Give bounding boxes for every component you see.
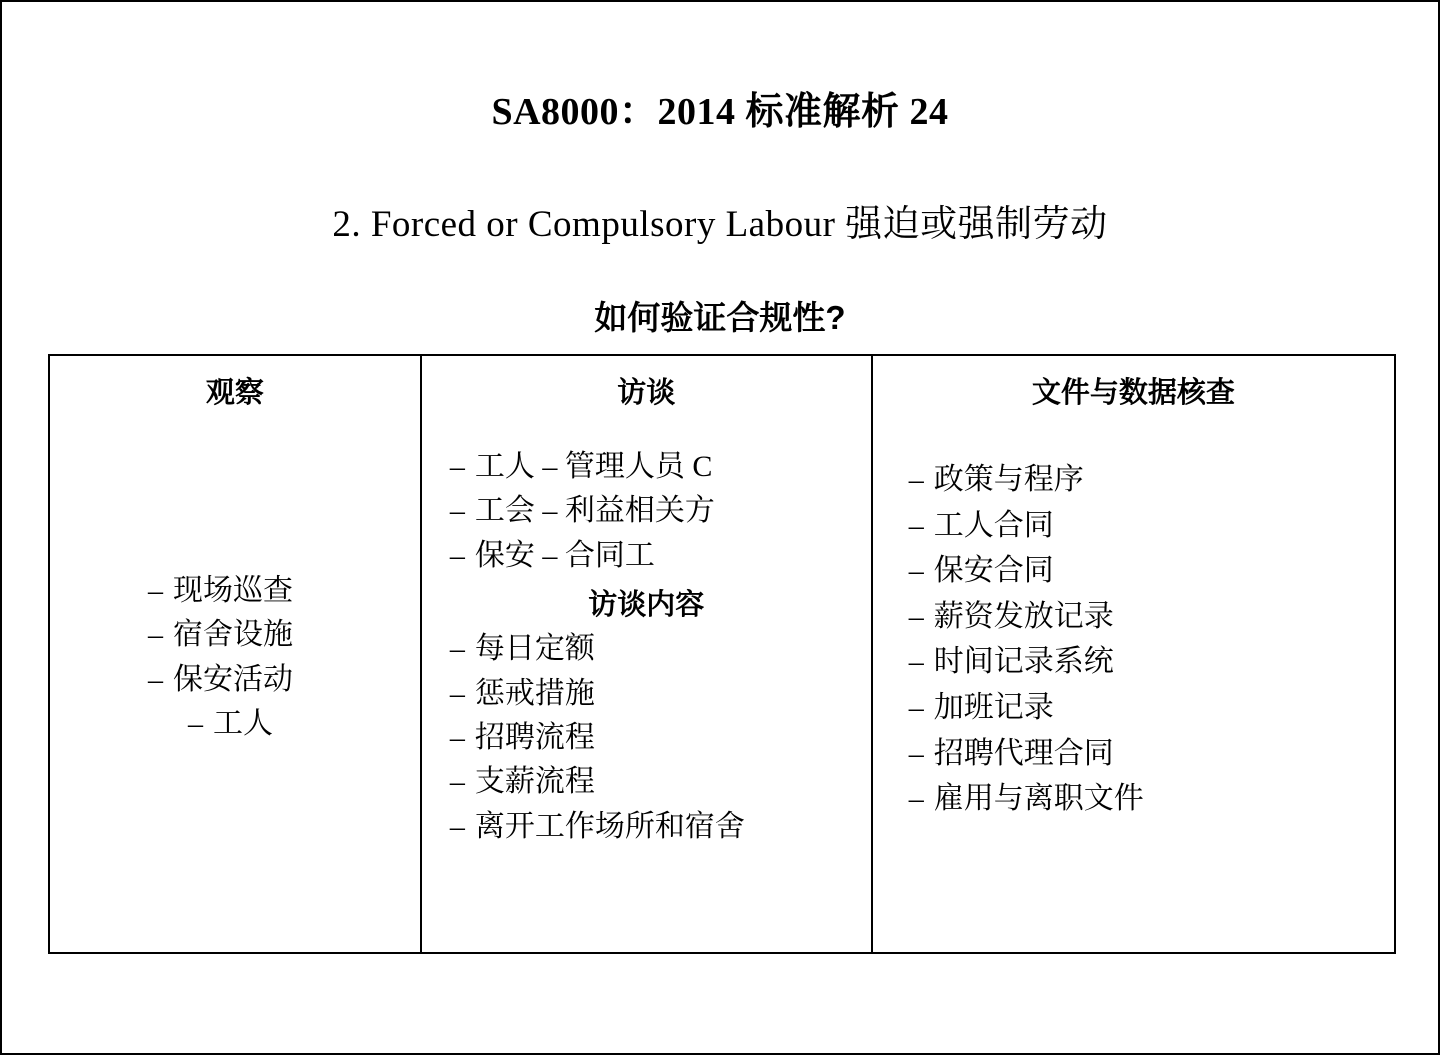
- dash-bullet: –: [908, 645, 924, 679]
- interview-target-list: [440, 445, 853, 578]
- column-header-document-review: 文件与数据核查: [1031, 377, 1235, 409]
- list-item: [891, 594, 1376, 640]
- list-item-label: 政策与程序: [933, 463, 1084, 496]
- verification-table: [48, 354, 1396, 954]
- list-item: [440, 672, 853, 716]
- list-item-label: 加班记录: [933, 690, 1054, 724]
- dash-bullet: –: [908, 782, 924, 816]
- list-item-label: 招聘流程: [474, 720, 595, 754]
- list-item-label: 工人: [213, 707, 273, 741]
- list-item-label: 惩戒措施: [474, 676, 595, 710]
- list-item-label: 现场巡查: [173, 574, 293, 607]
- dash-bullet: –: [188, 707, 203, 741]
- column-document-review: [872, 355, 1395, 953]
- column-header-interview: 访谈: [617, 377, 676, 409]
- column-header-observation: 观察: [205, 377, 264, 409]
- list-item-label: 工人 – 管理人员 C: [474, 450, 713, 483]
- dash-bullet: –: [449, 450, 465, 483]
- dash-bullet: –: [449, 765, 465, 799]
- list-item-label: 保安 – 合同工: [474, 538, 655, 572]
- interview-content-list-block: [440, 627, 853, 849]
- dash-bullet: –: [449, 494, 465, 528]
- dash-bullet: –: [148, 618, 163, 652]
- dash-bullet: –: [449, 632, 465, 666]
- list-item: [440, 716, 853, 760]
- list-item: [891, 639, 1376, 685]
- dash-bullet: –: [449, 676, 465, 710]
- observation-list: [148, 569, 402, 747]
- list-item-label: 薪资发放记录: [933, 599, 1114, 633]
- list-item-label: 每日定额: [474, 632, 595, 666]
- list-item: [891, 503, 1376, 549]
- dash-bullet: –: [908, 599, 924, 633]
- document-review-list: [891, 457, 1376, 822]
- section-subtitle: 2. Forced or Compulsory Labour 强迫或强制劳动: [332, 204, 1108, 245]
- list-item: [440, 805, 853, 849]
- list-item-label: 保安活动: [173, 662, 293, 696]
- page-title: SA8000：2014 标准解析 24: [491, 91, 949, 133]
- list-item: [891, 731, 1376, 777]
- list-item: [148, 569, 402, 613]
- list-item: [440, 627, 853, 671]
- column-interview: [421, 355, 872, 953]
- list-item-label: 离开工作场所和宿舍: [474, 809, 745, 843]
- document-review-list-block: [891, 457, 1376, 822]
- list-item-label: 雇用与离职文件: [933, 782, 1144, 816]
- question-heading: 如何验证合规性?: [594, 299, 846, 336]
- list-item-label: 工人合同: [933, 508, 1054, 542]
- dash-bullet: –: [449, 720, 465, 754]
- interview-target-list-block: [440, 445, 853, 578]
- list-item: [440, 760, 853, 804]
- list-item: [891, 548, 1376, 594]
- dash-bullet: –: [449, 538, 465, 572]
- list-item-label: 招聘代理合同: [933, 736, 1114, 770]
- list-item: [440, 445, 853, 489]
- interview-content-list: [440, 627, 853, 849]
- list-item: [148, 658, 402, 702]
- list-item: [891, 457, 1376, 503]
- list-item: [148, 702, 402, 746]
- dash-bullet: –: [449, 809, 465, 843]
- dash-bullet: –: [908, 463, 924, 496]
- dash-bullet: –: [908, 690, 924, 724]
- dash-bullet: –: [908, 554, 924, 588]
- interview-content-header: 访谈内容: [588, 589, 705, 622]
- list-item-label: 支薪流程: [474, 765, 595, 799]
- slide-content: [2, 2, 1438, 1053]
- list-item-label: 时间记录系统: [933, 645, 1114, 679]
- list-item-label: 宿舍设施: [173, 618, 293, 652]
- dash-bullet: –: [148, 574, 163, 607]
- observation-list-block: [68, 569, 402, 747]
- verification-table-wrapper: [48, 354, 1396, 954]
- list-item-label: 工会 – 利益相关方: [474, 494, 715, 528]
- dash-bullet: –: [908, 736, 924, 770]
- list-item-label: 保安合同: [933, 554, 1054, 588]
- dash-bullet: –: [148, 662, 163, 696]
- list-item: [440, 489, 853, 533]
- list-item: [891, 685, 1376, 731]
- column-observation: [49, 355, 421, 953]
- dash-bullet: –: [908, 508, 924, 542]
- list-item: [891, 776, 1376, 822]
- list-item: [148, 613, 402, 657]
- table-row: [49, 355, 1395, 953]
- list-item: [440, 534, 853, 578]
